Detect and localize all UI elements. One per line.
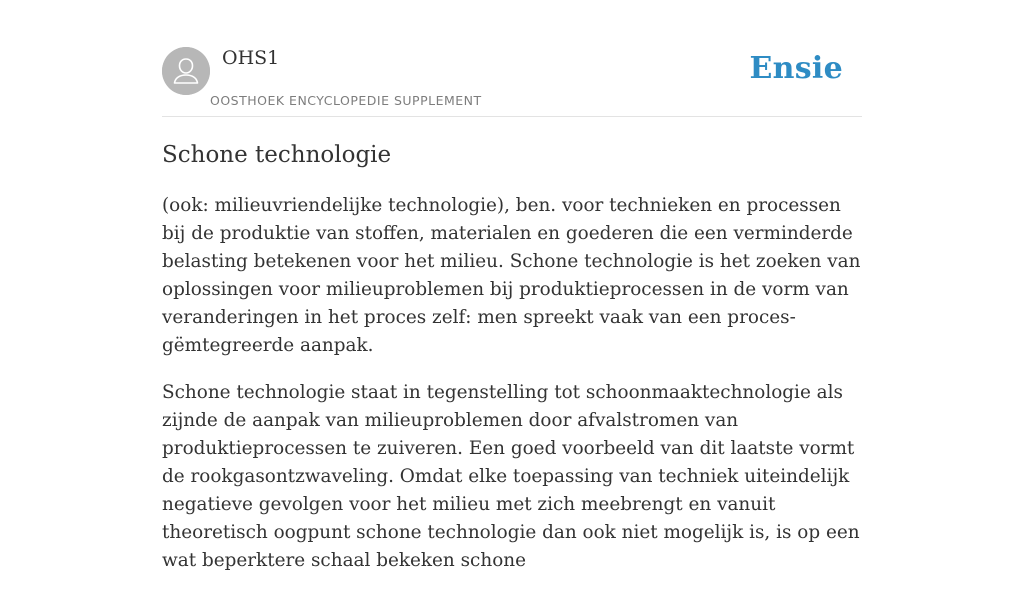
user-avatar-icon[interactable] bbox=[162, 47, 210, 95]
ensie-logo[interactable]: Ensie bbox=[749, 51, 843, 86]
article-body bbox=[162, 192, 862, 594]
paragraph: Schone technologie staat in tegenstelling tot schoonmaaktechnologie als zijnde de aanpak van milieuproblemen door afvalstromen van produktieprocessen te zuiveren. Een goed voorbeeld van dit laatste vormt de rookgasontzwaveling. Omdat elke toepassing van techniek uiteindelijk negatieve gevolgen voor het milieu met zich meebrengt en vanuit theoretisch oogpunt schone technologie dan ook niet mogelijk is, is op een wat beperktere schaal bekeken schone bbox=[162, 382, 860, 571]
article-header bbox=[162, 46, 862, 117]
article-title: Schone technologie bbox=[162, 142, 392, 168]
source-label[interactable]: OOSTHOEK ENCYCLOPEDIE SUPPLEMENT bbox=[210, 93, 482, 108]
paragraph: (ook: milieuvriendelijke technologie), ben. voor technieken en processen bij de produktie van stoffen, materialen en goederen die een verminderde belasting betekenen voor het milieu. Schone technologie is het zoeken van oplossingen voor milieuproblemen bij produktieprocessen in de vorm van veranderingen in het proces zelf: men spreekt vaak van een proces-gëmtegreerde aanpak. bbox=[162, 195, 861, 356]
author-name[interactable]: OHS1 bbox=[222, 47, 280, 69]
